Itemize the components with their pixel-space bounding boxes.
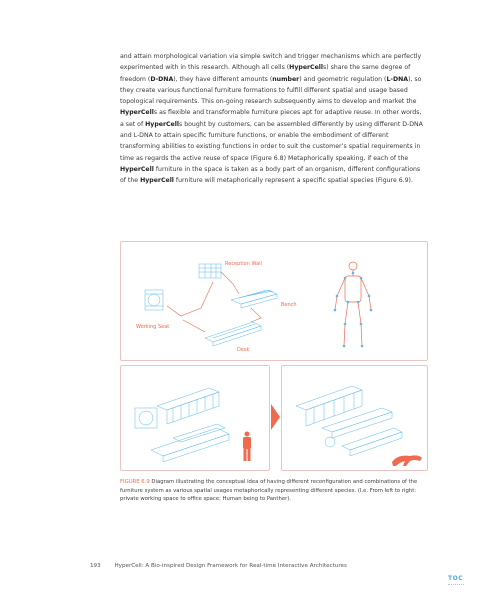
working-seat-icon xyxy=(145,290,163,310)
panther-icon xyxy=(392,455,422,466)
furniture-cluster-icon xyxy=(135,388,229,462)
human-icon xyxy=(243,432,251,462)
bold-term: HyperCell xyxy=(140,177,174,185)
working-space-render xyxy=(121,366,271,472)
toc-underline xyxy=(448,584,464,588)
text-run: furniture in the space is taken as a body part of an organism, different configurations of the xyxy=(120,165,421,185)
text-run: s) share the same degree of freedom ( xyxy=(120,64,411,83)
figure-label: FIGURE 6.9 xyxy=(120,479,150,485)
transition-arrow-icon xyxy=(271,404,280,430)
figure-caption xyxy=(120,478,428,504)
text-run: ), so they create various functional furniture formations to fulfill different spatial and usage based topological requirements. This on-going research subsequently aims to develop and market the xyxy=(120,75,422,106)
body-paragraph xyxy=(120,51,424,187)
figure-panel-top xyxy=(120,241,428,361)
text-run: s bought by customers, can be assembled differently by using different D-DNA and L-DNA to attain specific furniture functions, or enable the embodiment of different transforming abilities to existing functions in order to suit the customer’s spatial requirements in time as regards the active reuse of space (Figure 6.8) Metaphorically speaking, if each of the xyxy=(120,120,423,162)
bold-term: HyperCell xyxy=(289,64,324,72)
text-run: furniture will metaphorically represent a specific spatial species (Figure 6.9). xyxy=(173,177,413,185)
label-working-seat: Working Seat xyxy=(136,324,170,330)
reception-wall-icon xyxy=(199,264,221,278)
bold-term: D-DNA xyxy=(150,75,174,83)
furniture-diagram xyxy=(121,242,429,362)
figure-panel-bottom-left xyxy=(120,365,270,471)
bold-term: HyperCell xyxy=(120,165,154,173)
bold-term: HyperCell xyxy=(145,120,179,128)
text-run: and attain morphological variation via simple switch and trigger mechanisms which are perfectly experimented with in this research. Although all cells ( xyxy=(120,53,422,72)
human-figure-icon xyxy=(335,262,371,346)
page-footer xyxy=(90,563,347,569)
joint-markers xyxy=(334,272,373,348)
text-run: ), they have different amounts ( xyxy=(173,75,273,83)
flow-arrows xyxy=(167,272,261,332)
text-run: ) and geometric regulation ( xyxy=(299,75,387,83)
office-furniture-icon xyxy=(296,386,402,456)
bold-term: number xyxy=(272,75,300,83)
label-reception-wall: Reception Wall xyxy=(225,261,262,267)
bold-term: L-DNA xyxy=(386,75,409,83)
office-space-render xyxy=(282,366,429,472)
figure-panel-bottom-right xyxy=(281,365,428,471)
page-number: 193 xyxy=(90,563,101,569)
label-bench: Bench xyxy=(281,302,297,308)
text-run: s as flexible and transformable furniture pieces apt for adaptive reuse. In other words, a set of xyxy=(120,109,422,128)
toc-link[interactable]: TOC xyxy=(448,575,464,582)
running-title: HyperCell: A Bio-inspired Design Framework for Real-time Interactive Architectures xyxy=(114,563,347,569)
figure-caption-text: Diagram illustrating the conceptual idea of having different reconfiguration and combinations of the furniture system as various spatial usages metaphorically representing different species. (I.e. From left to right: private working space to office space; Human being to Panther). xyxy=(120,479,418,502)
bold-term: HyperCell xyxy=(120,109,154,117)
label-desk: Desk xyxy=(237,347,250,353)
desk-icon xyxy=(205,322,261,346)
